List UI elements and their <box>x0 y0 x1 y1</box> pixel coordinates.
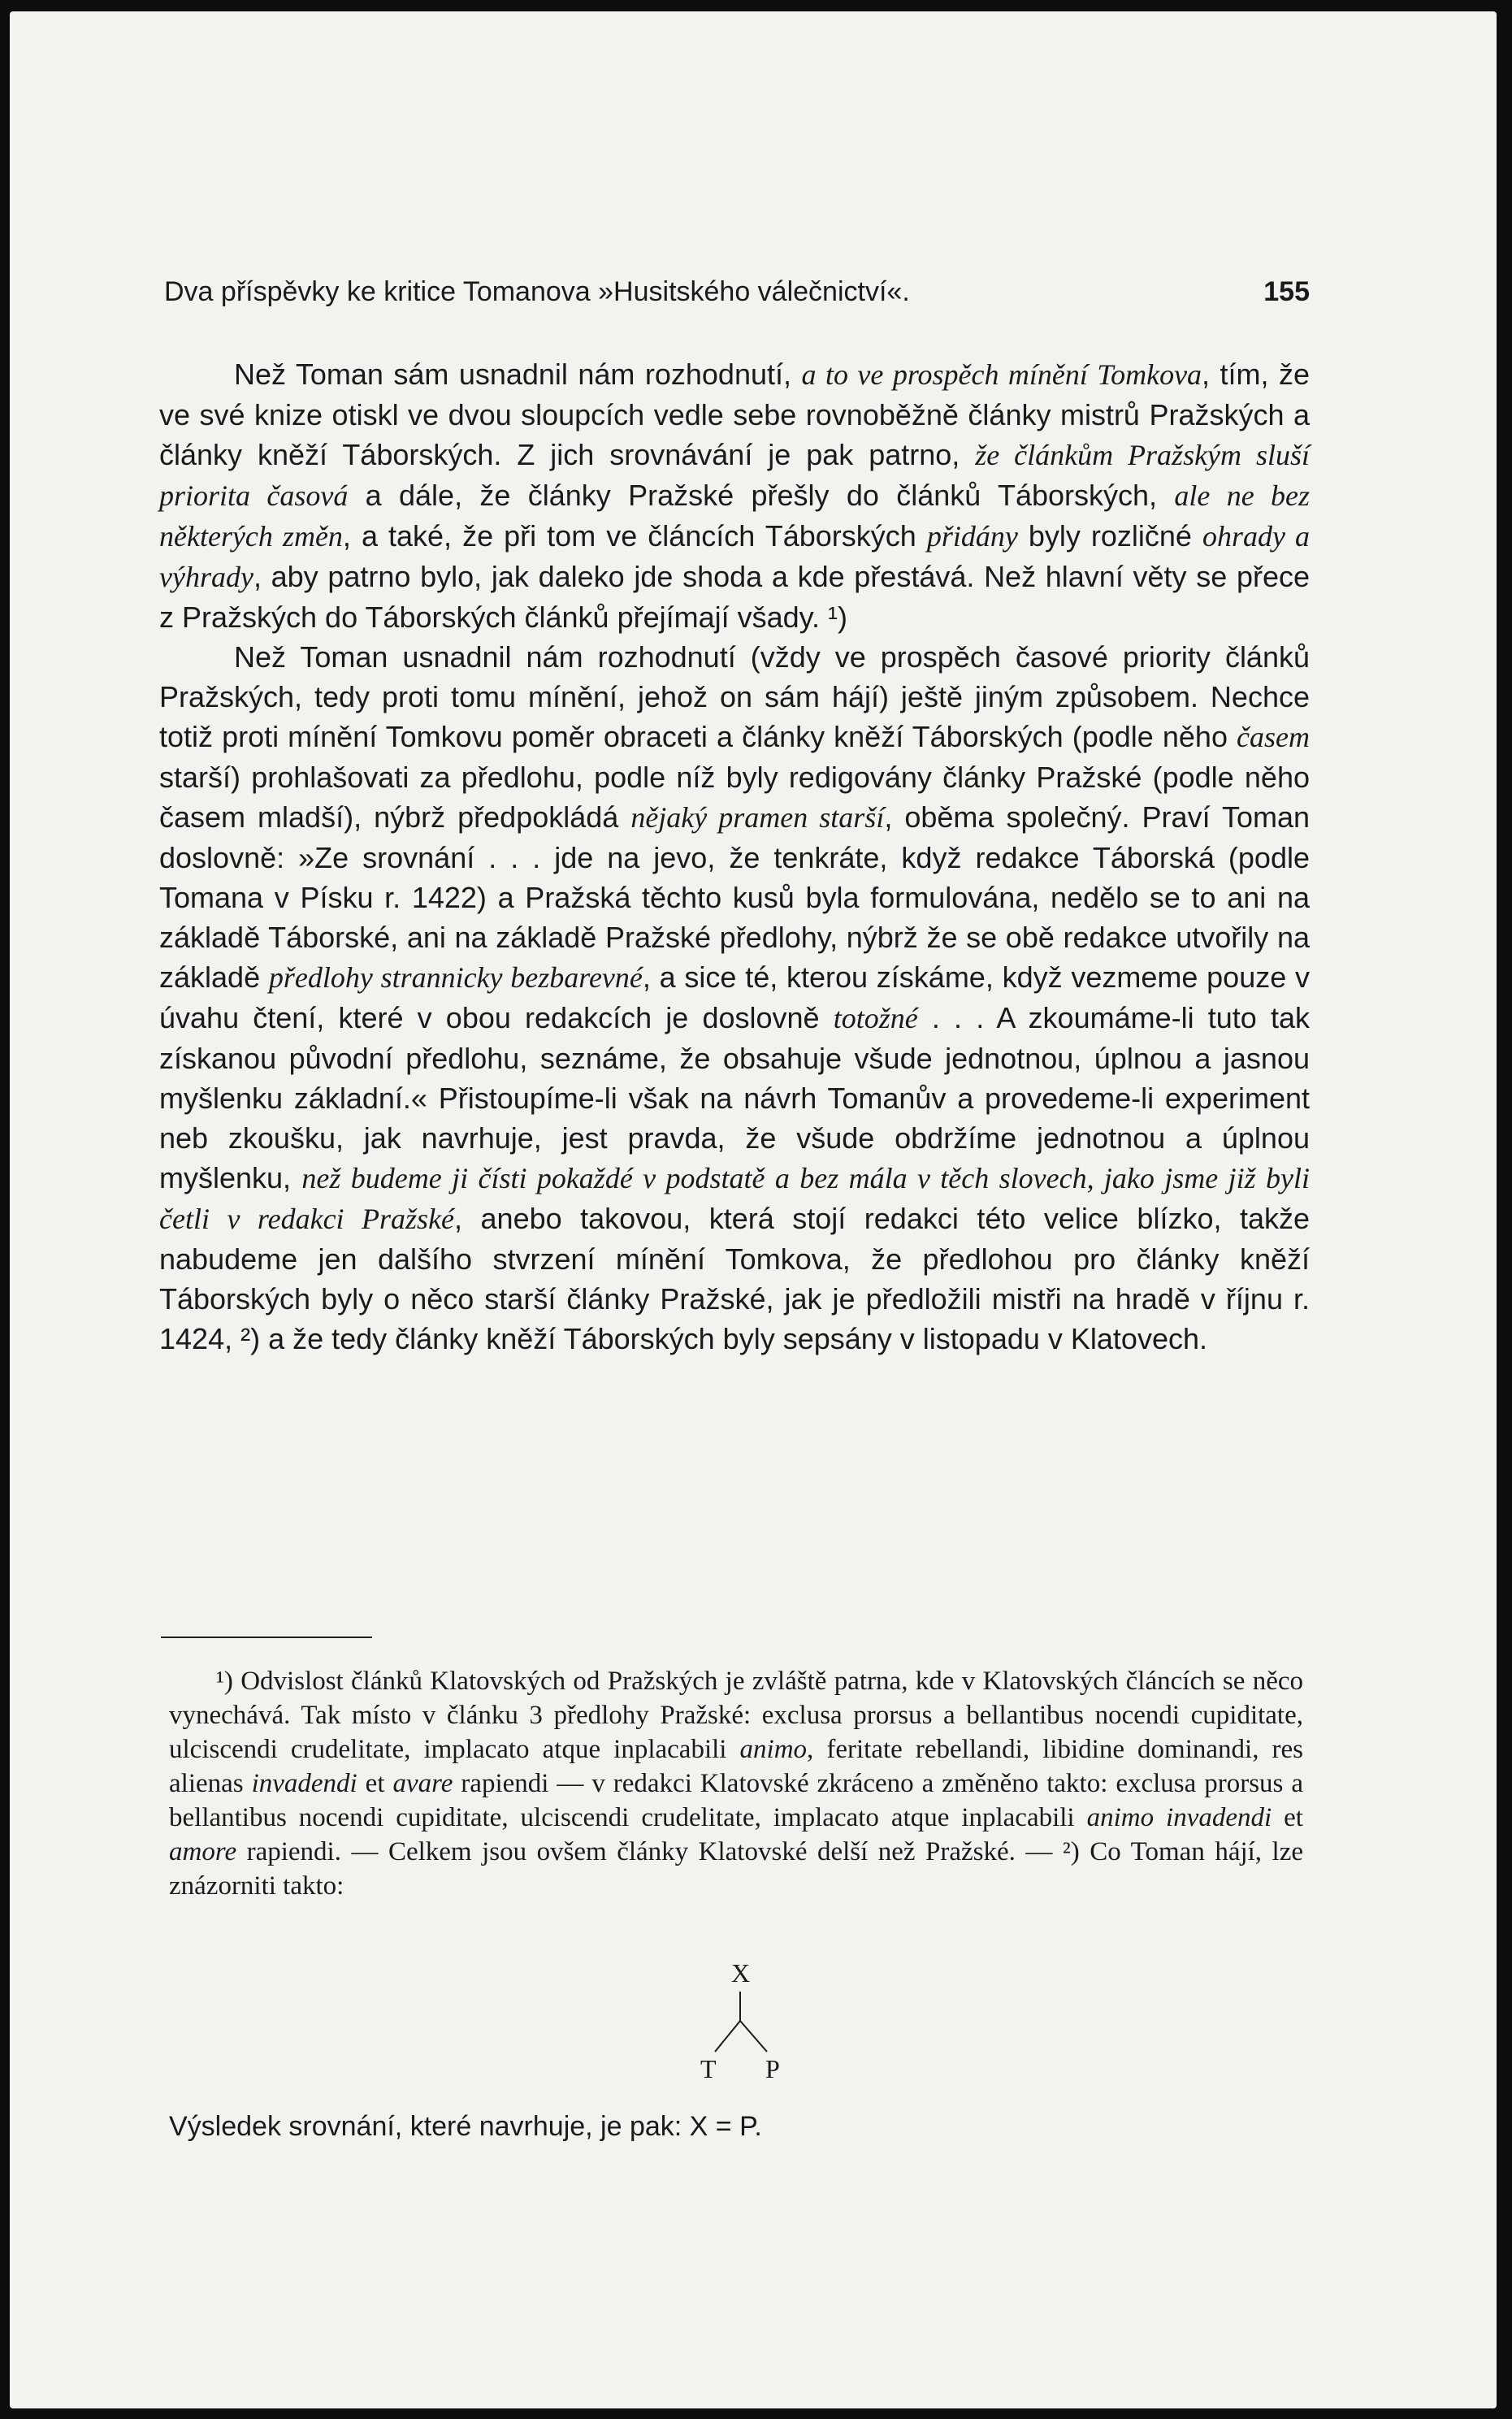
emphasis: ohrady a výhrady <box>159 520 1311 593</box>
emphasis: a to ve prospěch mínění Tomkova <box>801 358 1202 391</box>
stemma-svg <box>676 1957 806 2087</box>
stemma-node-p: P <box>765 2054 780 2083</box>
book-page <box>10 11 1497 2408</box>
emphasis: ale ne bez některých změn <box>159 479 1310 553</box>
emphasis: avare <box>392 1769 453 1798</box>
emphasis: nějaký pramen starší <box>630 801 885 834</box>
page-header <box>164 276 1310 317</box>
emphasis: animo invadendi <box>1086 1803 1272 1832</box>
stemma-node-x: X <box>731 1958 751 1988</box>
emphasis: invadendi <box>251 1769 357 1798</box>
footnotes <box>169 1664 1303 1903</box>
emphasis: časem <box>1237 721 1310 753</box>
emphasis: přidány <box>926 520 1018 553</box>
footnote-rule <box>161 1637 372 1638</box>
emphasis: předlohy strannicky bezbarevné <box>268 961 643 994</box>
stemma-edge <box>715 2021 740 2052</box>
footnote-text: ¹) Odvislost článků Klatovských od Pražských je zvláště patrna, kde v Klatovských článcích se něco vynechává. Tak místo v článku 3 předlohy Pražské: exclusa prorsus a bellantibus nocendi cupiditate, ulciscendi crudelitate, implacato atque inplacabili animo, feritate rebellandi, libidine dominandi, res alienas invadendi et avare rapiendi — v redakci Klatovské zkráceno a změněno takto: exclusa prorsus a bellantibus nocendi cupiditate, ulciscendi crudelitate, implacato atque inplacabili animo invadendi et amore rapiendi. — Celkem jsou ovšem články Klatovské delší než Pražské. — ²) Co Toman hájí, lze znázorniti takto: <box>169 1667 1303 1901</box>
emphasis: amore <box>169 1837 237 1866</box>
emphasis: totožné <box>833 1002 918 1034</box>
page-number: 155 <box>1263 276 1310 307</box>
main-text <box>159 354 1310 1359</box>
result-line: Výsledek srovnání, které navrhuje, je pak: X = P. <box>169 2111 762 2142</box>
running-title: Dva příspěvky ke kritice Tomanova »Husitského válečnictví«. <box>164 276 910 307</box>
paragraph-1: Než Toman sám usnadnil nám rozhodnutí, a to ve prospěch mínění Tomkova, tím, že ve své knize otiskl ve dvou sloupcích vedle sebe rovnoběžně články mistrů Pražských a články kněží Táborských. Z jich srovnávání je pak patrno, že článkům Pražským sluší priorita časová a dále, že články Pražské přešly do článků Táborských, ale ne bez některých změn, a také, že při tom ve článcích Táborských přidány byly rozličné ohrady a výhrady, aby patrno bylo, jak daleko jde shoda a kde přestává. Než hlavní věty se přece z Pražských do Táborských článků přejímají všady. ¹) <box>159 358 1311 634</box>
stemma-diagram <box>676 1957 806 2087</box>
stemma-edge <box>740 2021 767 2052</box>
emphasis: že článkům Pražským sluší priorita časová <box>159 439 1310 512</box>
emphasis: animo <box>739 1735 808 1764</box>
paragraph-2: Než Toman usnadnil nám rozhodnutí (vždy ve prospěch časové priority článků Pražských, tedy proti tomu mínění, jehož on sám hájí) ještě jiným způsobem. Nechce totiž proti mínění Tomkovu poměr obraceti a články kněží Táborských (podle něho časem starší) prohlašovati za předlohu, podle níž byly redigovány články Pražské (podle něho časem mladší), nýbrž předpokládá nějaký pramen starší, oběma společný. Praví Toman doslovně: »Ze srovnání . . . jde na jevo, že tenkráte, když redakce Táborská (podle Tomana v Písku r. 1422) a Pražská těchto kusů byla formulována, nedělo se to ani na základě Táborské, ani na základě Pražské předlohy, nýbrž že se obě redakce utvořily na základě předlohy strannicky bezbarevné, a sice té, kterou získáme, když vezmeme pouze v úvahu čtení, které v obou redakcích je doslovně totožné . . . A zkoumáme-li tuto tak získanou původní předlohu, seznáme, že obsahuje všude jednotnou, úplnou a jasnou myšlenku základní.« Přistoupíme-li však na návrh Tomanův a provedeme-li experiment neb zkoušku, jak navrhuje, jest pravda, že všude obdržíme jednotnou a úplnou myšlenku, než budeme ji čísti pokaždé v podstatě a bez mála v těch slovech, jako jsme již byli četli v redakci Pražské, anebo takovou, která stojí redakci této velice blízko, takže nabudeme jen dalšího stvrzení mínění Tomkova, že předlohou pro články kněží Táborských byly o něco starší články Pražské, jak je předložili mistři na hradě v říjnu r. 1424, ²) a že tedy články kněží Táborských byly sepsány v listopadu v Klatovech. <box>159 640 1311 1355</box>
stemma-node-t: T <box>700 2054 717 2083</box>
emphasis: než budeme ji čísti pokaždé v podstatě a bez mála v těch slovech, jako jsme již byli četli v redakci Pražské <box>159 1162 1310 1235</box>
